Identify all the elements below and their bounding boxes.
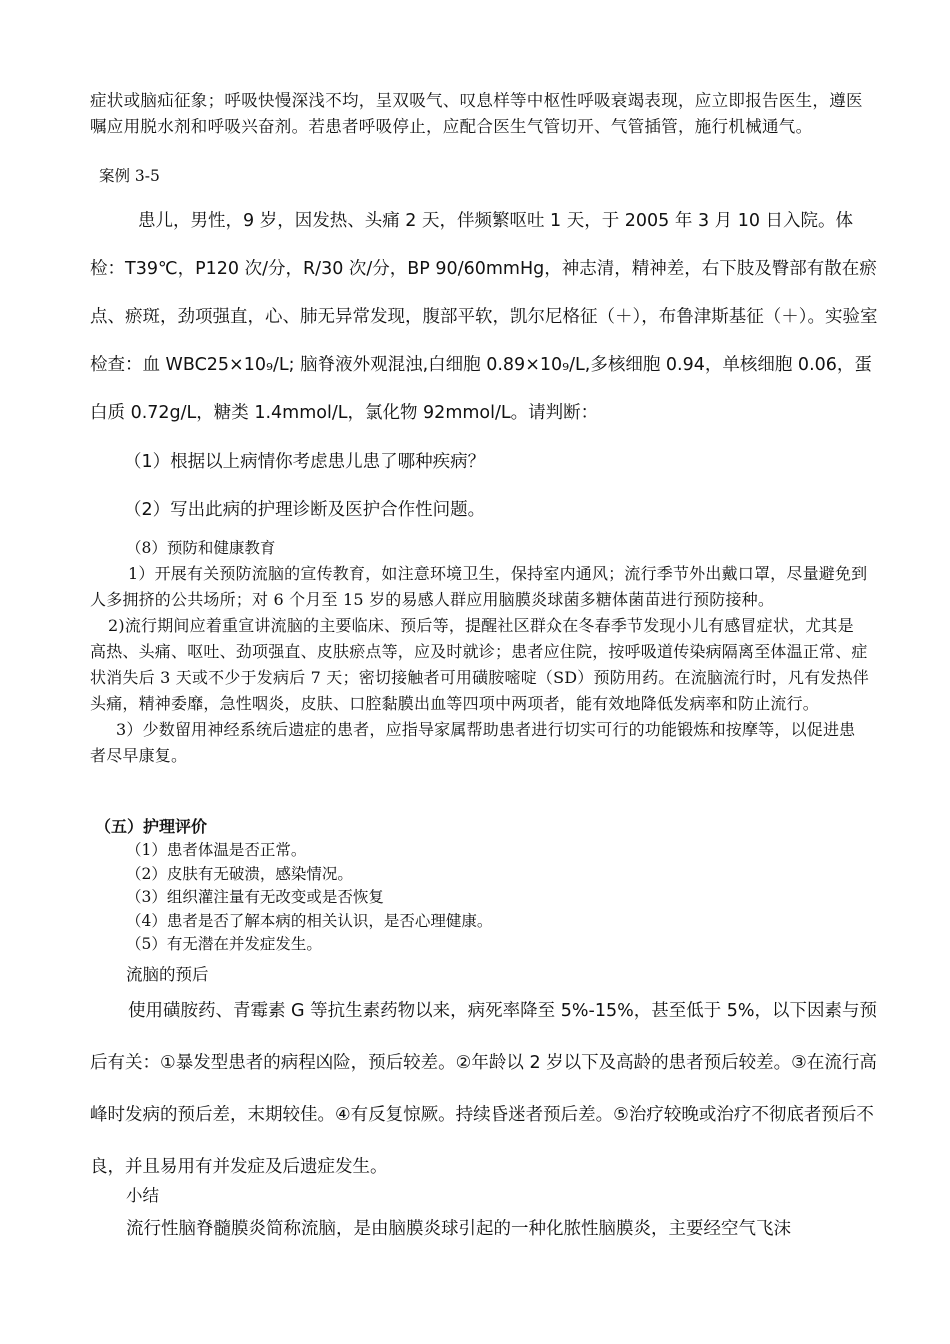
prevention-item: 3）少数留用神经系统后遗症的患者，应指导家属帮助患者进行切实可行的功能锻炼和按摩等，以促进患者尽早康复。 — [90, 720, 856, 765]
prevention-items — [90, 561, 870, 769]
evaluation-item: （2）皮肤有无破溃，感染情况。 — [126, 864, 353, 883]
evaluation-heading: （五）护理评价 — [95, 817, 208, 836]
prognosis-body-text: 使用磺胺药、青霉素 G 等抗生素药物以来，病死率降至 5%-15%，甚至低于 5%，以下因素与预后有关：①暴发型患者的病程凶险，预后较差。②年龄以 2 岁以下及高龄的患者预后较差。③在流行高峰时发病的预后差，末期较佳。④有反复惊厥。持续昏迷者预后差。⑤治疗较晚或治疗不彻底者预后不良，并且易用有并发症及后遗症发生。 — [90, 1001, 878, 1177]
case-question-2: （2）写出此病的护理诊断及医护合作性问题。 — [124, 500, 486, 520]
prognosis-body — [90, 985, 880, 1193]
case-body-text: 患儿，男性，9 岁，因发热、头痛 2 天，伴频繁呕吐 1 天，于 2005 年 3 月 10 日入院。体检：T39℃，P120 次/分，R/30 次/分，BP 90/60mmHg，神志清，精神差，右下肢及臀部有散在瘀点、瘀斑，劲项强直，心、肺无异常发现，腹部平软，凯尔尼格征（＋），布鲁津斯基征（＋）。实验室检查：血 WBC25×10₉/L; 脑脊液外观混浊,白细胞 0.89×10₉/L,多核细胞 0.94，单核细胞 0.06，蛋白质 0.72g/L，糖类 1.4mmol/L，氯化物 92mmol/L。请判断： — [90, 211, 878, 423]
summary-body: 流行性脑脊髓膜炎简称流脑，是由脑膜炎球引起的一种化脓性脑膜炎，主要经空气飞沫 — [126, 1219, 791, 1239]
evaluation-item: （1）患者体温是否正常。 — [126, 841, 307, 859]
prevention-item: 1）开展有关预防流脑的宣传教育，如注意环境卫生，保持室内通风；流行季节外出戴口罩，尽量避免到人多拥挤的公共场所；对 6 个月至 15 岁的易感人群应用脑膜炎球菌多糖体菌苗进行预防接种。 — [90, 564, 868, 609]
case-body — [90, 197, 880, 437]
prevention-item: 2)流行期间应着重宣讲流脑的主要临床、预后等，提醒社区群众在冬春季节发现小儿有感冒症状，尤其是高热、头痛、呕吐、劲项强直、皮肤瘀点等，应及时就诊；患者应住院，按呼吸道传染病隔离至体温正常、症状消失后 3 天或不少于发病后 7 天；密切接触者可用磺胺嘧啶（SD）预防用药。在流脑流行时，凡有发热伴头痛，精神委靡，急性咽炎，皮肤、口腔黏膜出血等四项中两项者，能有效地降低发病率和防止流行。 — [90, 616, 869, 713]
case-label: 案例 3-5 — [99, 167, 160, 185]
prevention-heading: （8）预防和健康教育 — [126, 539, 276, 557]
prognosis-title: 流脑的预后 — [126, 965, 209, 984]
evaluation-item: （5）有无潜在并发症发生。 — [126, 935, 322, 953]
evaluation-item: （3）组织灌注量有无改变或是否恢复 — [126, 888, 384, 906]
evaluation-list — [126, 839, 492, 957]
summary-title: 小结 — [126, 1186, 159, 1205]
evaluation-item: （4）患者是否了解本病的相关认识，是否心理健康。 — [126, 911, 493, 930]
intro-paragraph: 症状或脑疝征象；呼吸快慢深浅不均，呈双吸气、叹息样等中枢性呼吸衰竭表现，应立即报告医生，遵医嘱应用脱水剂和呼吸兴奋剂。若患者呼吸停止，应配合医生气管切开、气管插管，施行机械通气。 — [90, 91, 863, 136]
case-question-1: （1）根据以上病情你考虑患儿患了哪种疾病？ — [124, 452, 486, 472]
